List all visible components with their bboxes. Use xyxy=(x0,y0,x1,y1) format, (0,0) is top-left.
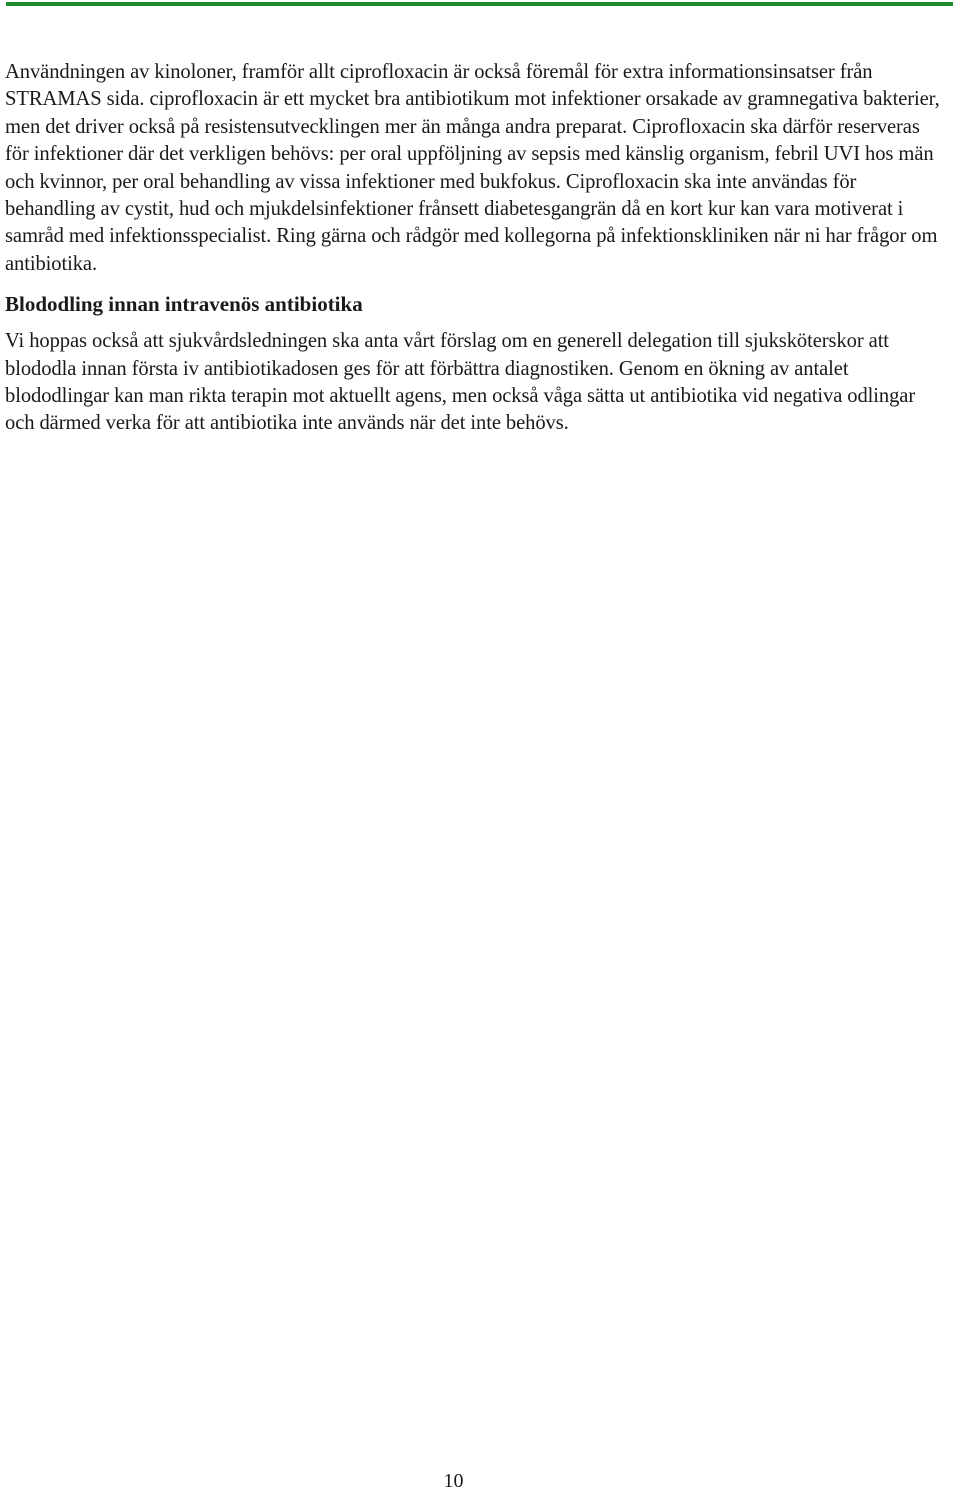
paragraph-blododling: Vi hoppas också att sjukvårdsledningen ska anta vårt förslag om en generell delegation till sjuksköterskor att blododla innan första iv antibiotikadosen ges för att förbättra diagnostiken. Genom en ökning av antalet blododlingar kan man rikta terapin mot aktuellt agens, men också våga sätta ut antibiotika vid negativa odlingar och därmed verka för att antibiotika inte används när det inte behövs. xyxy=(5,330,916,435)
top-green-rule xyxy=(6,2,953,6)
paragraph-kinoloner: Användningen av kinoloner, framför allt ciprofloxacin är också föremål för extra informationsinsatser från STRAMAS sida. ciprofloxacin är ett mycket bra antibiotikum mot infektioner orsakade av gramnegativa bakterier, men det driver också på resistensutvecklingen mer än många andra preparat. Ciprofloxacin ska därför reserveras för infektioner där det verkligen behövs: per oral uppföljning av sepsis med känslig organism, febril UVI hos män och kvinnor, per oral behandling av vissa infektioner med bukfokus. Ciprofloxacin ska inte användas för behandling av cystit, hud och mjukdelsinfektioner frånsett diabetesgangrän då en kort kur kan vara motiverat i samråd med infektionsspecialist. Ring gärna och rådgör med kollegorna på infektionskliniken när ni har frågor om antibiotika. xyxy=(5,61,940,275)
section-heading-blododling: Blododling innan intravenös antibiotika xyxy=(5,292,363,317)
page-number: 10 xyxy=(443,1470,464,1492)
document-body xyxy=(5,59,945,438)
